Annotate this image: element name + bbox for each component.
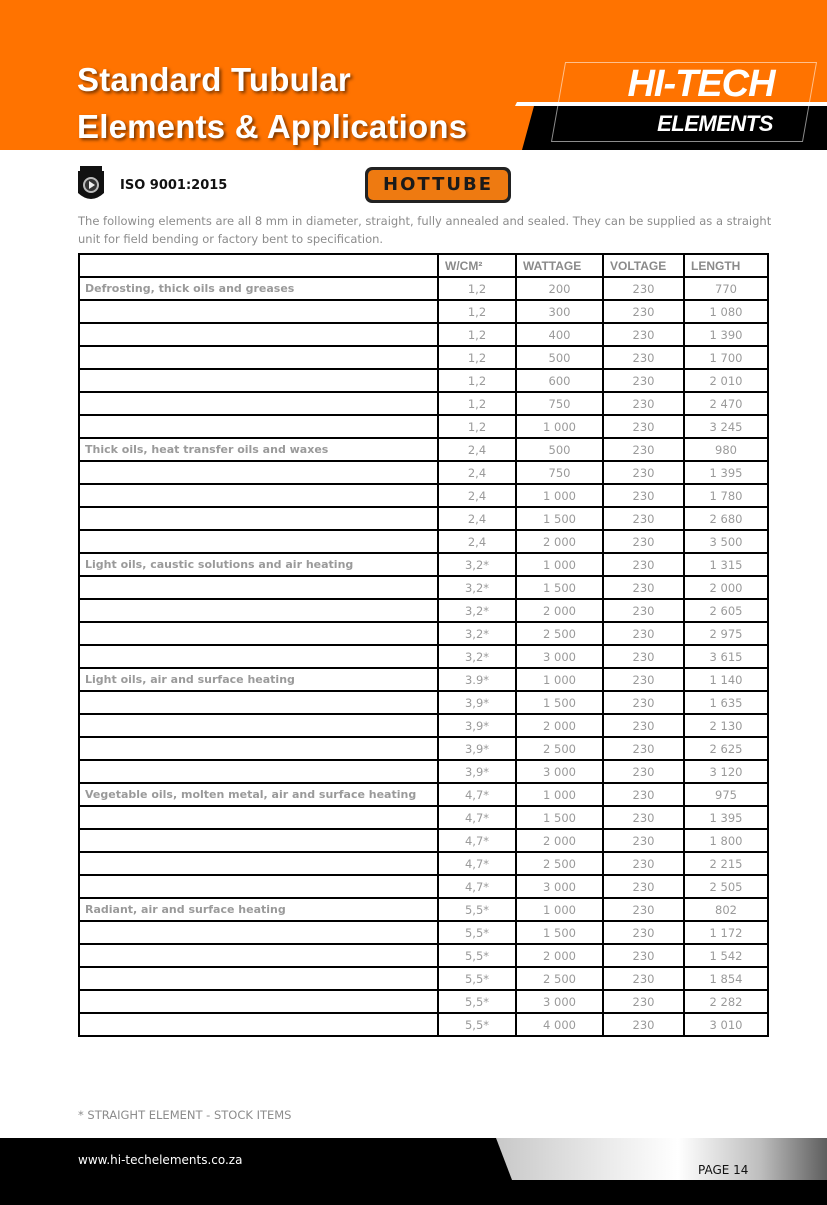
cell-length: 3 500: [684, 530, 768, 553]
cell-wcm: 3,9*: [438, 760, 516, 783]
cell-wcm: 2,4: [438, 484, 516, 507]
cell-wattage: 3 000: [516, 645, 603, 668]
cell-length: 1 315: [684, 553, 768, 576]
cell-application: [79, 622, 438, 645]
cell-wattage: 2 500: [516, 967, 603, 990]
website-link[interactable]: www.hi-techelements.co.za: [78, 1153, 243, 1167]
table-row: [79, 599, 768, 622]
col-header-voltage: VOLTAGE: [603, 254, 684, 277]
cell-voltage: 230: [603, 852, 684, 875]
cell-wcm: 5,5*: [438, 944, 516, 967]
cell-application: [79, 300, 438, 323]
table-row: [79, 898, 768, 921]
cell-voltage: 230: [603, 645, 684, 668]
cell-application: [79, 829, 438, 852]
cell-application: [79, 392, 438, 415]
cell-length: 2 010: [684, 369, 768, 392]
cell-wcm: 5,5*: [438, 967, 516, 990]
cell-length: 2 505: [684, 875, 768, 898]
cell-application: [79, 760, 438, 783]
cell-wcm: 3,9*: [438, 691, 516, 714]
cell-voltage: 230: [603, 714, 684, 737]
cell-length: 1 780: [684, 484, 768, 507]
cell-application: [79, 852, 438, 875]
cell-wcm: 4,7*: [438, 783, 516, 806]
cell-application: Light oils, air and surface heating: [79, 668, 438, 691]
cell-wattage: 750: [516, 461, 603, 484]
cell-wcm: 4,7*: [438, 852, 516, 875]
cell-wcm: 2,4: [438, 438, 516, 461]
table-row: [79, 277, 768, 300]
cell-length: 2 215: [684, 852, 768, 875]
cell-voltage: 230: [603, 783, 684, 806]
cell-length: 980: [684, 438, 768, 461]
cell-length: 1 854: [684, 967, 768, 990]
page-title: [77, 56, 467, 150]
table-row: [79, 967, 768, 990]
cell-length: 1 080: [684, 300, 768, 323]
page-number: PAGE 14: [698, 1163, 749, 1177]
cell-application: [79, 875, 438, 898]
cell-length: 2 605: [684, 599, 768, 622]
cell-wcm: 2,4: [438, 530, 516, 553]
brand-logo-elements: ELEMENTS: [657, 111, 773, 136]
cell-wattage: 1 500: [516, 576, 603, 599]
cell-application: Vegetable oils, molten metal, air and surface heating: [79, 783, 438, 806]
cell-wattage: 300: [516, 300, 603, 323]
footnote: * STRAIGHT ELEMENT - STOCK ITEMS: [78, 1108, 292, 1122]
cell-wcm: 3,9*: [438, 714, 516, 737]
table-row: [79, 553, 768, 576]
brand-logo-hitech: HI-TECH: [627, 63, 775, 105]
cell-length: 2 130: [684, 714, 768, 737]
cell-wcm: 5,5*: [438, 898, 516, 921]
cell-length: 2 680: [684, 507, 768, 530]
cell-length: 1 700: [684, 346, 768, 369]
cell-wcm: 3,2*: [438, 645, 516, 668]
cell-voltage: 230: [603, 990, 684, 1013]
cell-length: 2 282: [684, 990, 768, 1013]
cell-wcm: 1,2: [438, 277, 516, 300]
cell-application: Thick oils, heat transfer oils and waxes: [79, 438, 438, 461]
cell-wattage: 1 000: [516, 553, 603, 576]
cell-wattage: 2 000: [516, 599, 603, 622]
cell-wcm: 5,5*: [438, 1013, 516, 1036]
cell-voltage: 230: [603, 346, 684, 369]
cell-wattage: 1 000: [516, 484, 603, 507]
cell-wcm: 1,2: [438, 323, 516, 346]
table-row: [79, 576, 768, 599]
cell-length: 1 172: [684, 921, 768, 944]
table-row: [79, 829, 768, 852]
cell-length: 1 635: [684, 691, 768, 714]
col-header-wcm: W/CM²: [438, 254, 516, 277]
table-row: [79, 737, 768, 760]
cell-application: Radiant, air and surface heating: [79, 898, 438, 921]
cell-voltage: 230: [603, 576, 684, 599]
cell-voltage: 230: [603, 507, 684, 530]
cell-application: [79, 415, 438, 438]
cell-wattage: 2 000: [516, 944, 603, 967]
cell-voltage: 230: [603, 300, 684, 323]
cell-voltage: 230: [603, 415, 684, 438]
cell-wattage: 1 500: [516, 921, 603, 944]
table-row: [79, 484, 768, 507]
iso-certification: ISO 9001:2015: [120, 178, 228, 193]
table-row: [79, 415, 768, 438]
cell-voltage: 230: [603, 438, 684, 461]
table-row: [79, 944, 768, 967]
cell-application: Defrosting, thick oils and greases: [79, 277, 438, 300]
cell-voltage: 230: [603, 622, 684, 645]
cell-voltage: 230: [603, 967, 684, 990]
cell-length: 770: [684, 277, 768, 300]
cell-wcm: 3,2*: [438, 622, 516, 645]
cell-wattage: 2 500: [516, 737, 603, 760]
cell-application: [79, 530, 438, 553]
cell-wcm: 3,2*: [438, 576, 516, 599]
cell-application: [79, 944, 438, 967]
cell-wattage: 2 500: [516, 622, 603, 645]
table-row: [79, 668, 768, 691]
table-row: [79, 990, 768, 1013]
intro-text: The following elements are all 8 mm in diameter, straight, fully annealed and sealed. They can be supplied as a straight unit for field bending or factory bent to specification.: [78, 214, 772, 246]
page-title-line2: Elements & Applications: [77, 108, 468, 145]
cell-wattage: 400: [516, 323, 603, 346]
cell-wattage: 500: [516, 346, 603, 369]
cell-wcm: 4,7*: [438, 806, 516, 829]
cell-length: 3 010: [684, 1013, 768, 1036]
cell-voltage: 230: [603, 277, 684, 300]
cell-length: 802: [684, 898, 768, 921]
cell-voltage: 230: [603, 530, 684, 553]
cell-wcm: 2,4: [438, 461, 516, 484]
table-row: [79, 875, 768, 898]
cell-wattage: 1 000: [516, 415, 603, 438]
cell-application: [79, 737, 438, 760]
cell-length: 3 615: [684, 645, 768, 668]
table-row: [79, 783, 768, 806]
table-row: [79, 369, 768, 392]
cell-length: 3 120: [684, 760, 768, 783]
cell-application: [79, 461, 438, 484]
table-row: [79, 622, 768, 645]
cell-wcm: 3,2*: [438, 599, 516, 622]
cell-length: 1 542: [684, 944, 768, 967]
table-row: [79, 438, 768, 461]
cell-wattage: 2 000: [516, 530, 603, 553]
cell-application: [79, 967, 438, 990]
cell-wattage: 750: [516, 392, 603, 415]
cell-voltage: 230: [603, 323, 684, 346]
col-header-application: [79, 254, 438, 277]
cell-wcm: 5,5*: [438, 921, 516, 944]
table-row: [79, 852, 768, 875]
table-row: [79, 645, 768, 668]
cell-wattage: 500: [516, 438, 603, 461]
cell-wattage: 1 500: [516, 806, 603, 829]
cell-wattage: 1 000: [516, 668, 603, 691]
cell-wattage: 4 000: [516, 1013, 603, 1036]
cell-voltage: 230: [603, 484, 684, 507]
cell-length: 3 245: [684, 415, 768, 438]
cell-voltage: 230: [603, 369, 684, 392]
table-row: [79, 461, 768, 484]
cell-wcm: 1,2: [438, 392, 516, 415]
table-row: [79, 346, 768, 369]
table-row: [79, 1013, 768, 1036]
cell-voltage: 230: [603, 875, 684, 898]
cell-length: 1 395: [684, 806, 768, 829]
cell-voltage: 230: [603, 461, 684, 484]
col-header-length: LENGTH: [684, 254, 768, 277]
cell-wcm: 4,7*: [438, 875, 516, 898]
cell-wattage: 3 000: [516, 760, 603, 783]
cell-wcm: 4,7*: [438, 829, 516, 852]
cell-application: [79, 507, 438, 530]
cell-voltage: 230: [603, 599, 684, 622]
cell-voltage: 230: [603, 806, 684, 829]
cell-wcm: 1,2: [438, 415, 516, 438]
cell-length: 1 140: [684, 668, 768, 691]
table-row: [79, 392, 768, 415]
table-row: [79, 691, 768, 714]
cell-voltage: 230: [603, 691, 684, 714]
table-header-row: [79, 254, 768, 277]
table-row: [79, 530, 768, 553]
cell-voltage: 230: [603, 1013, 684, 1036]
hottube-logo: [365, 167, 511, 203]
hottube-logo-text: HOTTUBE: [368, 170, 508, 200]
cell-voltage: 230: [603, 392, 684, 415]
cell-wcm: 3,2*: [438, 553, 516, 576]
cell-voltage: 230: [603, 760, 684, 783]
cell-application: [79, 806, 438, 829]
cell-application: [79, 369, 438, 392]
cell-application: [79, 990, 438, 1013]
cell-wattage: 1 500: [516, 691, 603, 714]
cell-wattage: 2 000: [516, 714, 603, 737]
cell-wattage: 1 000: [516, 898, 603, 921]
table-row: [79, 300, 768, 323]
cell-length: 2 975: [684, 622, 768, 645]
cell-wattage: 600: [516, 369, 603, 392]
spec-table: [78, 253, 769, 1037]
cell-voltage: 230: [603, 737, 684, 760]
footer-gradient-panel: [496, 1138, 827, 1180]
cell-wattage: 3 000: [516, 990, 603, 1013]
cell-wattage: 2 000: [516, 829, 603, 852]
table-row: [79, 323, 768, 346]
cell-wattage: 2 500: [516, 852, 603, 875]
cell-wcm: 3.9*: [438, 668, 516, 691]
cell-application: [79, 484, 438, 507]
cell-application: Light oils, caustic solutions and air heating: [79, 553, 438, 576]
cell-wcm: 3,9*: [438, 737, 516, 760]
cell-application: [79, 714, 438, 737]
cell-wattage: 1 500: [516, 507, 603, 530]
cell-voltage: 230: [603, 668, 684, 691]
cell-application: [79, 599, 438, 622]
cell-wcm: 2,4: [438, 507, 516, 530]
cell-length: 2 625: [684, 737, 768, 760]
cell-wcm: 1,2: [438, 346, 516, 369]
cell-voltage: 230: [603, 944, 684, 967]
table-row: [79, 507, 768, 530]
cell-voltage: 230: [603, 921, 684, 944]
table-row: [79, 714, 768, 737]
table-row: [79, 806, 768, 829]
cell-wcm: 5,5*: [438, 990, 516, 1013]
cell-length: 1 800: [684, 829, 768, 852]
cell-wattage: 200: [516, 277, 603, 300]
cell-wattage: 3 000: [516, 875, 603, 898]
cell-application: [79, 921, 438, 944]
cell-application: [79, 691, 438, 714]
cell-wcm: 1,2: [438, 300, 516, 323]
cell-voltage: 230: [603, 898, 684, 921]
cell-wattage: 1 000: [516, 783, 603, 806]
cell-length: 2 470: [684, 392, 768, 415]
cell-voltage: 230: [603, 829, 684, 852]
cell-wcm: 1,2: [438, 369, 516, 392]
table-row: [79, 921, 768, 944]
cell-voltage: 230: [603, 553, 684, 576]
cell-application: [79, 576, 438, 599]
cell-application: [79, 323, 438, 346]
cell-application: [79, 645, 438, 668]
cell-application: [79, 1013, 438, 1036]
page-title-line1: Standard Tubular: [77, 61, 351, 98]
cell-length: 1 395: [684, 461, 768, 484]
iso-badge-icon: [76, 165, 106, 205]
cell-length: 1 390: [684, 323, 768, 346]
cell-length: 2 000: [684, 576, 768, 599]
cell-length: 975: [684, 783, 768, 806]
cell-application: [79, 346, 438, 369]
col-header-wattage: WATTAGE: [516, 254, 603, 277]
table-row: [79, 760, 768, 783]
